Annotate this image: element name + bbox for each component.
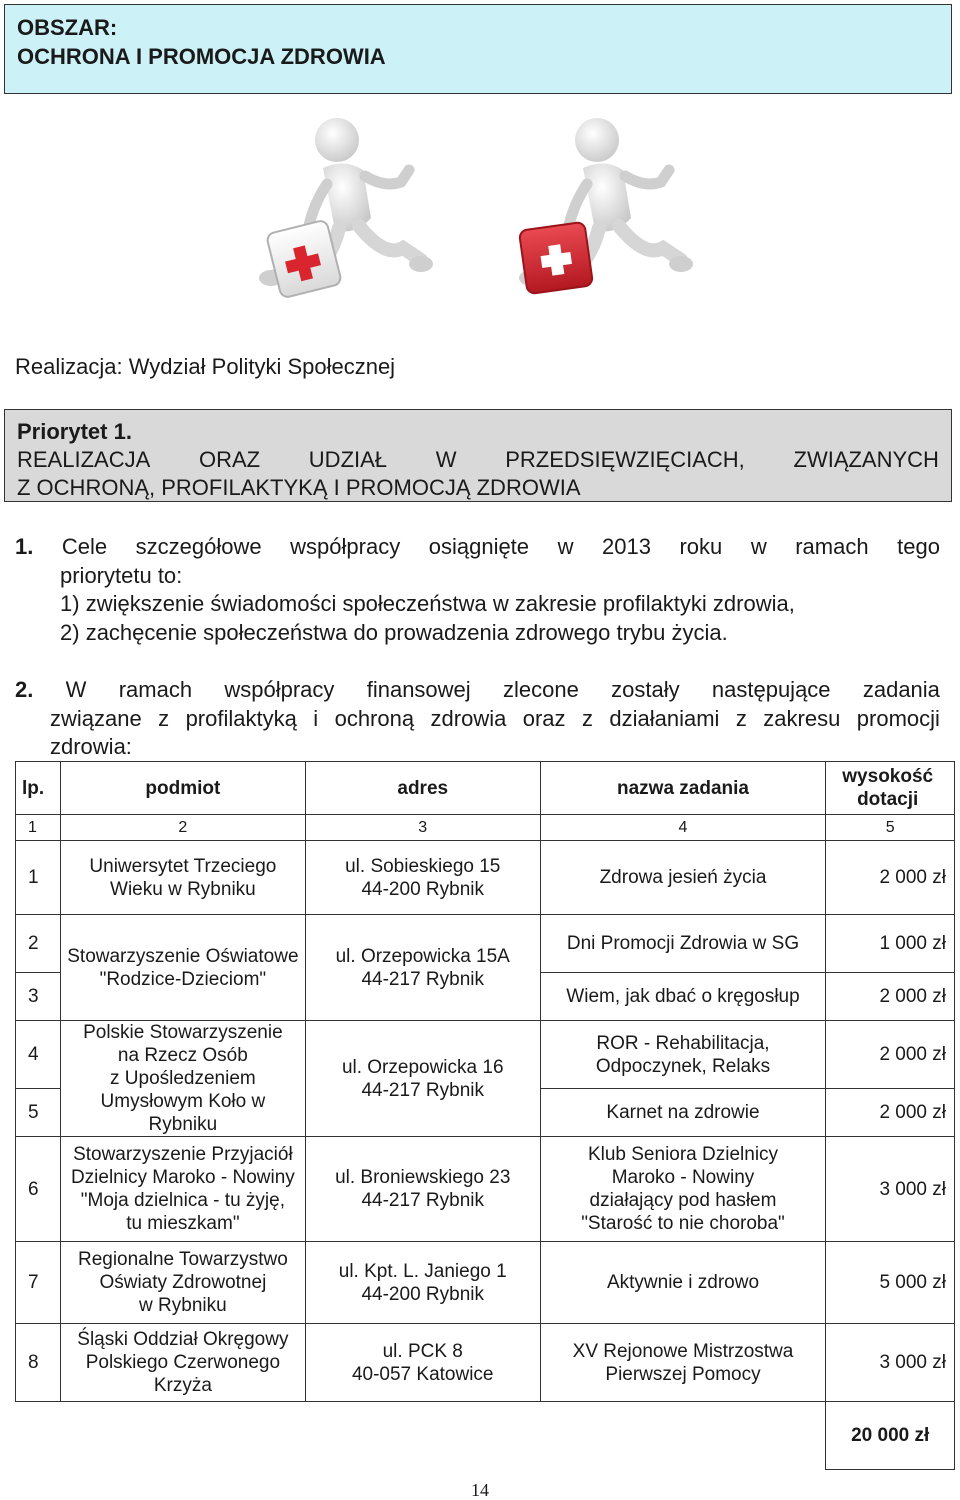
cell-adres	[305, 1137, 540, 1242]
running-figures-illustration	[225, 108, 745, 333]
cell-adres	[305, 1021, 540, 1137]
cell-line: Odpoczynek, Relaks	[595, 1055, 771, 1077]
cell-line: ul. Orzepowicka 16	[341, 1056, 504, 1078]
table-row	[16, 1137, 955, 1242]
cell-line: "Starość to nie choroba"	[581, 1213, 785, 1234]
cell-podmiot	[60, 915, 305, 1021]
header-podmiot: podmiot	[60, 762, 305, 815]
index-cell: 5	[826, 815, 955, 841]
tasks-section	[15, 676, 940, 762]
cell-line: Umysłowym Koło w Rybniku	[100, 1091, 266, 1135]
figure-white-case	[259, 118, 433, 299]
total-amount: 20 000 zł	[826, 1402, 955, 1470]
tasks-line-1	[15, 676, 940, 705]
cell-lp: 6	[16, 1137, 61, 1242]
table-total-row	[16, 1402, 955, 1470]
cell-line: Polskie Stowarzyszenie	[83, 1022, 283, 1043]
header-kwota	[826, 762, 955, 815]
index-cell: 2	[60, 815, 305, 841]
cell-zadanie: Karnet na zdrowie	[540, 1089, 826, 1137]
cell-line: działający pod hasłem	[589, 1190, 777, 1211]
word: zadania	[862, 677, 940, 702]
cell-kwota: 2 000 zł	[826, 973, 955, 1021]
word: ZWIĄZANYCH	[793, 447, 939, 472]
table-row	[16, 1324, 955, 1402]
index-cell: 3	[305, 815, 540, 841]
cell-line: XV Rejonowe Mistrzostwa	[572, 1340, 794, 1362]
cell-kwota: 3 000 zł	[826, 1324, 955, 1402]
goal-item	[15, 619, 940, 648]
cell-podmiot	[60, 1021, 305, 1137]
cell-line: z Upośledzeniem	[110, 1068, 256, 1089]
cell-line: Krzyża	[153, 1375, 212, 1396]
cell-line: na Rzecz Osób	[117, 1045, 248, 1066]
cell-line: 44-200 Rybnik	[361, 1283, 484, 1305]
cell-zadanie	[540, 1137, 826, 1242]
area-label: OBSZAR:	[17, 15, 118, 40]
word: działaniami	[609, 705, 720, 731]
priority-box	[4, 409, 952, 502]
word: zostały	[611, 677, 680, 702]
cell-line: ul. Kpt. L. Janiego 1	[338, 1260, 507, 1282]
word: zlecone	[502, 677, 579, 702]
cell-line: ul. Sobieskiego 15	[345, 855, 501, 877]
goal-item	[15, 590, 940, 619]
area-header-box	[4, 4, 952, 94]
figure-red-case	[519, 118, 693, 294]
word: związane	[50, 705, 142, 731]
header-adres: adres	[305, 762, 540, 815]
cell-line: "Moja dzielnica - tu żyję,	[80, 1190, 285, 1211]
word: REALIZACJA	[17, 447, 151, 472]
cell-adres	[305, 841, 540, 915]
goals-line-2: priorytetu to:	[60, 562, 183, 588]
cell-podmiot	[60, 1324, 305, 1402]
tasks-line-3: zdrowia:	[50, 734, 132, 759]
page-number: 14	[471, 1480, 489, 1500]
word: roku	[679, 534, 723, 559]
header-kwota-line-1: wysokość	[842, 766, 934, 787]
priority-line-1	[17, 446, 939, 474]
cell-lp: 8	[16, 1324, 61, 1402]
word: z	[735, 705, 747, 731]
realizacja-text: Realizacja: Wydział Polityki Społecznej	[15, 354, 396, 379]
word: oraz	[522, 705, 566, 731]
grants-table	[15, 761, 955, 1470]
cell-kwota: 3 000 zł	[826, 1137, 955, 1242]
cell-line: ROR - Rehabilitacja,	[596, 1032, 770, 1054]
cell-line: 44-217 Rybnik	[361, 968, 484, 990]
tasks-line-2	[15, 705, 940, 734]
table-header-row	[16, 762, 955, 815]
priority-line-2: Z OCHRONĄ, PROFILAKTYKĄ I PROMOCJĄ ZDROWIA	[17, 475, 581, 500]
word: ramach	[118, 677, 193, 702]
table-row	[16, 1021, 955, 1089]
cell-line: tu mieszkam"	[126, 1213, 240, 1234]
cell-zadanie: Aktywnie i zdrowo	[540, 1242, 826, 1324]
cell-line: Klub Seniora Dzielnicy	[587, 1144, 779, 1165]
cell-adres	[305, 1324, 540, 1402]
empty-cell	[540, 1402, 826, 1470]
cell-adres	[305, 1242, 540, 1324]
word: profilaktyką	[185, 705, 297, 731]
cell-kwota: 5 000 zł	[826, 1242, 955, 1324]
word: ORAZ	[198, 447, 261, 472]
empty-cell	[60, 1402, 305, 1470]
cell-lp: 1	[16, 841, 61, 915]
goals-section	[15, 533, 940, 647]
cell-lp: 5	[16, 1089, 61, 1137]
cell-line: Oświaty Zdrowotnej	[99, 1272, 267, 1293]
goals-number: 1.	[15, 534, 34, 559]
cell-lp: 4	[16, 1021, 61, 1089]
empty-cell	[305, 1402, 540, 1470]
cell-line: 44-200 Rybnik	[361, 878, 484, 900]
word: osiągnięte	[428, 534, 530, 559]
word: zakresu	[763, 705, 841, 731]
index-cell: 4	[540, 815, 826, 841]
word: finansowej	[366, 677, 471, 702]
goal-item-text: zachęcenie społeczeństwa do prowadzenia zdrowego trybu życia.	[85, 619, 728, 645]
cell-kwota: 2 000 zł	[826, 1021, 955, 1089]
cell-line: w Rybniku	[139, 1295, 227, 1316]
word: ochroną	[334, 705, 415, 731]
empty-cell	[16, 1402, 61, 1470]
cell-line: Maroko - Nowiny	[611, 1167, 755, 1188]
cell-adres	[305, 915, 540, 1021]
word: 2013	[602, 534, 651, 559]
word: Cele	[61, 534, 108, 559]
cell-podmiot	[60, 1137, 305, 1242]
word: i	[313, 705, 319, 731]
cell-lp: 7	[16, 1242, 61, 1324]
word: zdrowia	[430, 705, 507, 731]
word: promocji	[856, 705, 940, 731]
cell-lp: 3	[16, 973, 61, 1021]
word: z	[581, 705, 593, 731]
word: w	[557, 534, 574, 559]
cell-zadanie	[540, 1324, 826, 1402]
tasks-number: 2.	[15, 677, 34, 702]
word: UDZIAŁ	[308, 447, 388, 472]
cell-zadanie: Wiem, jak dbać o kręgosłup	[540, 973, 826, 1021]
goals-line-1	[15, 533, 940, 562]
word: PRZEDSIĘWZIĘCIACH,	[505, 447, 745, 472]
word: W	[435, 447, 457, 472]
goal-item-number: 1)	[60, 591, 80, 616]
cell-podmiot	[60, 841, 305, 915]
table-row	[16, 915, 955, 973]
word: w	[750, 534, 767, 559]
cell-line: "Rodzice-Dzieciom"	[99, 968, 267, 990]
goal-item-text: zwiększenie świadomości społeczeństwa w zakresie profilaktyki zdrowia,	[85, 591, 795, 616]
header-lp: lp.	[16, 762, 61, 815]
word: szczegółowe	[135, 534, 262, 559]
cell-kwota: 2 000 zł	[826, 1089, 955, 1137]
cell-line: Stowarzyszenie Oświatowe	[67, 945, 299, 967]
word: współpracy	[290, 534, 401, 559]
cell-line: Pierwszej Pomocy	[605, 1363, 761, 1385]
header-kwota-line-2: dotacji	[857, 789, 919, 810]
cell-line: 40-057 Katowice	[351, 1363, 494, 1385]
cell-zadanie: Zdrowa jesień życia	[540, 841, 826, 915]
priority-title: Priorytet 1.	[17, 419, 132, 444]
cell-line: ul. PCK 8	[382, 1340, 463, 1362]
cell-line: Śląski Oddział Okręgowy	[77, 1329, 289, 1350]
word: ramach	[795, 534, 869, 559]
word: z	[158, 705, 170, 731]
word: następujące	[711, 677, 831, 702]
word: tego	[897, 534, 940, 559]
table-row	[16, 841, 955, 915]
table-row	[16, 1242, 955, 1324]
header-zadanie: nazwa zadania	[540, 762, 826, 815]
cell-line: Uniwersytet Trzeciego	[89, 855, 277, 877]
goal-item-number: 2)	[60, 619, 80, 645]
cell-kwota: 1 000 zł	[826, 915, 955, 973]
area-name: OCHRONA I PROMOCJA ZDROWIA	[17, 44, 386, 69]
word: współpracy	[224, 677, 335, 702]
cell-line: Dzielnicy Maroko - Nowiny	[70, 1167, 295, 1188]
cell-line: Regionalne Towarzystwo	[77, 1249, 288, 1270]
index-cell: 1	[16, 815, 61, 841]
table-index-row	[16, 815, 955, 841]
cell-zadanie	[540, 1021, 826, 1089]
cell-line: 44-217 Rybnik	[361, 1190, 484, 1211]
cell-line: ul. Orzepowicka 15A	[335, 945, 510, 967]
cell-lp: 2	[16, 915, 61, 973]
cell-line: 44-217 Rybnik	[361, 1079, 484, 1101]
cell-line: Wieku w Rybniku	[110, 878, 256, 900]
cell-podmiot	[60, 1242, 305, 1324]
cell-line: Polskiego Czerwonego	[85, 1352, 281, 1373]
word: W	[65, 677, 87, 702]
cell-kwota: 2 000 zł	[826, 841, 955, 915]
cell-zadanie: Dni Promocji Zdrowia w SG	[540, 915, 826, 973]
cell-line: Stowarzyszenie Przyjaciół	[73, 1144, 293, 1165]
cell-line: ul. Broniewskiego 23	[335, 1167, 511, 1188]
